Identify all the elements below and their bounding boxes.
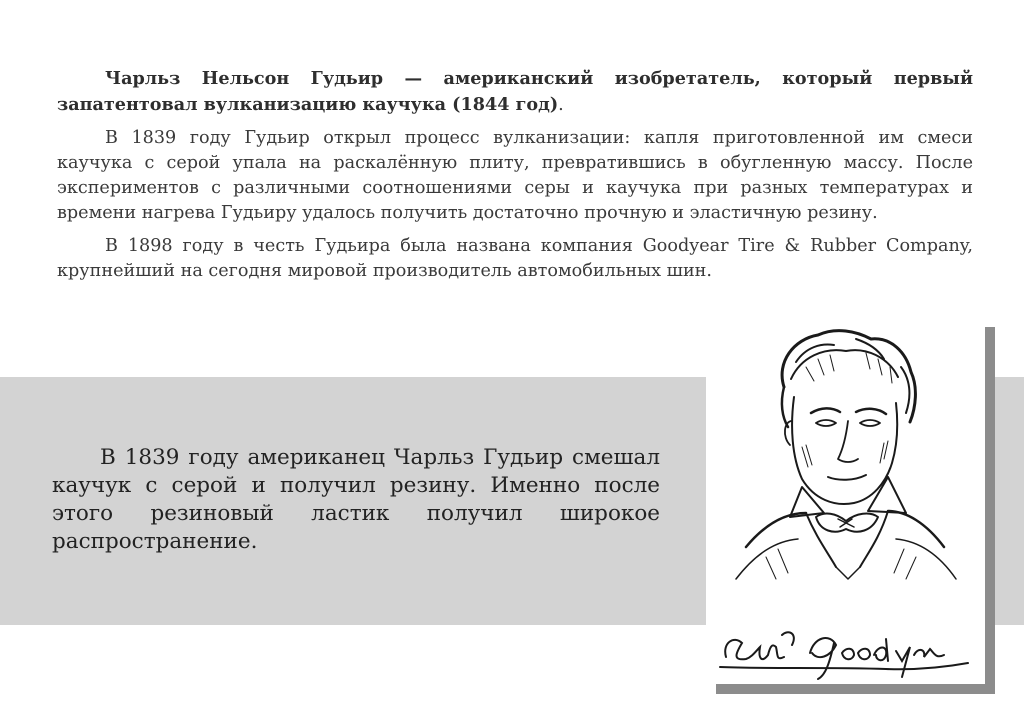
goodyear-portrait — [706, 317, 985, 684]
intro-bold: Чарльз Нельсон Гудьир — американский изобретатель, который первый запатентовал вулканизацию каучука (1844 год) — [57, 68, 973, 115]
intro-period: . — [558, 95, 564, 115]
portrait-sketch-icon — [706, 317, 985, 684]
paragraph-goodyear-company: В 1898 году в честь Гудьира была названа компания Goodyear Tire & Rubber Company, крупнейший на сегодня мировой производитель автомобильных шин. — [57, 236, 973, 281]
article-text — [57, 66, 973, 292]
fact-text: В 1839 году американец Чарльз Гудьир смешал каучук с серой и получил резину. Именно после этого резиновый ластик получил широкое распространение. — [52, 445, 660, 554]
fact-box — [52, 444, 660, 556]
intro-paragraph — [57, 66, 973, 118]
paragraph-vulcanization: В 1839 году Гудьир открыл процесс вулканизации: капля приготовленной им смеси каучука с серой упала на раскалённую плиту, превратившись в обугленную массу. После экспериментов с различными соотношениями серы и каучука при разных температурах и времени нагрева Гудьиру удалось получить достаточно прочную и эластичную резину. — [57, 128, 973, 223]
